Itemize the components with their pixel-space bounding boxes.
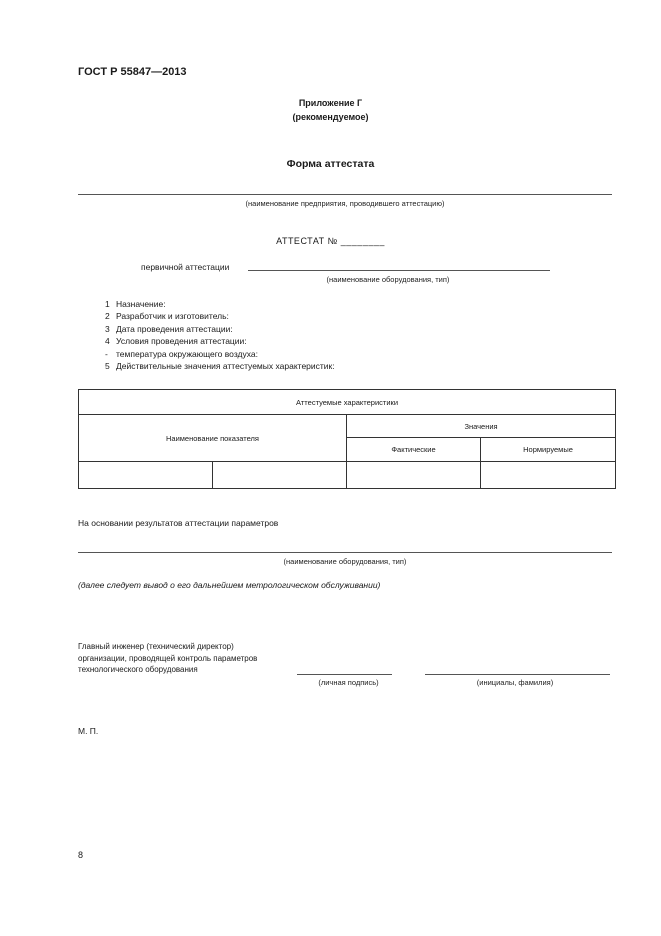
table-header-main: Аттестуемые характеристики: [79, 390, 616, 415]
table-cell: [347, 462, 481, 489]
equipment-name-caption: (наименование оборудования, тип): [326, 275, 450, 284]
list-item: 1 Назначение:: [105, 299, 166, 309]
table-cell: [481, 462, 616, 489]
table-row: [79, 462, 616, 489]
table-cell: [79, 462, 213, 489]
chief-engineer-block: [78, 641, 257, 676]
basis-text: На основании результатов аттестации параметров: [78, 518, 279, 528]
org-name-line: [78, 194, 612, 195]
list-item: - температура окружающего воздуха:: [105, 348, 258, 359]
primary-attestation-label: первичной аттестации: [141, 262, 230, 272]
table-header-values: Значения: [347, 415, 616, 438]
basis-equipment-caption: (наименование оборудования, тип): [283, 557, 407, 566]
table-header-name: Наименование показателя: [79, 415, 347, 462]
name-line: [425, 674, 610, 675]
chief-line-3: технологического оборудования: [78, 665, 198, 674]
signature-caption: (личная подпись): [318, 678, 379, 687]
chief-line-2: организации, проводящей контроль параметров: [78, 653, 258, 663]
equipment-name-line: [248, 270, 550, 271]
signature-line: [297, 674, 392, 675]
stamp-place: М. П.: [78, 726, 99, 736]
appendix-title: Приложение Г: [298, 98, 363, 108]
list-item: 2 Разработчик и изготовитель:: [105, 311, 229, 322]
list-item: 3 Дата проведения аттестации:: [105, 323, 233, 334]
list-item: 4 Условия проведения аттестации:: [105, 336, 247, 347]
form-title: Форма аттестата: [286, 158, 375, 170]
further-conclusion-text: (далее следует вывод о его дальнейшем метрологическом обслуживании): [78, 580, 381, 590]
appendix-heading: [0, 96, 661, 124]
page-number: 8: [78, 850, 84, 860]
characteristics-table: [78, 389, 616, 489]
table-header-normative: Нормируемые: [481, 438, 616, 462]
certificate-number: АТТЕСТАТ № ________: [276, 236, 385, 246]
table-header-actual: Фактические: [347, 438, 481, 462]
name-caption: (инициалы, фамилия): [476, 678, 554, 687]
certificate-items-list: [105, 298, 335, 372]
org-name-caption: (наименование предприятия, проводившего аттестацию): [245, 199, 445, 208]
list-item: 5 Действительные значения аттестуемых характеристик:: [105, 361, 335, 372]
basis-equipment-line: [78, 552, 612, 553]
document-code: ГОСТ Р 55847—2013: [78, 66, 187, 78]
appendix-status: (рекомендуемое): [292, 112, 369, 122]
table-cell: [213, 462, 347, 489]
chief-line-1: Главный инженер (технический директор): [78, 642, 234, 651]
